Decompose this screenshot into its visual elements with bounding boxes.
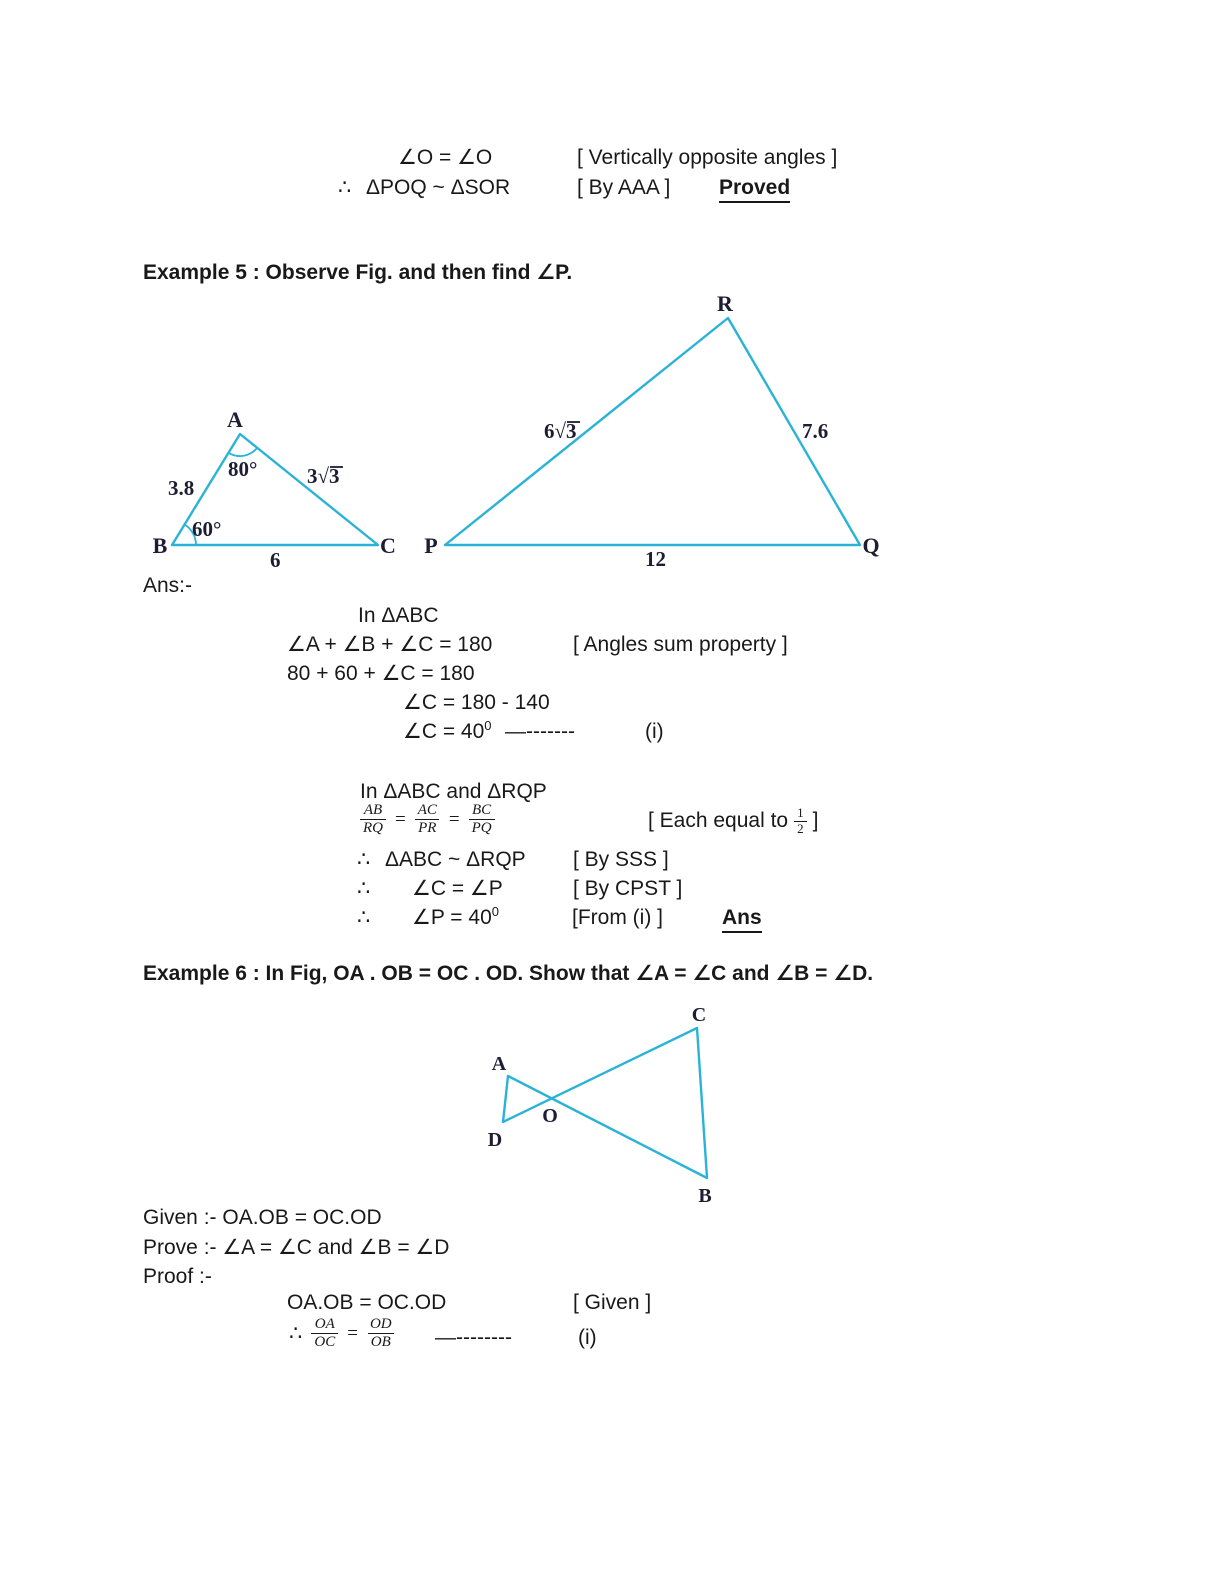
therefore-symbol: ∴ [357, 906, 371, 929]
dash-filler-1: —------- [505, 720, 575, 743]
intersection-label-o: O [542, 1105, 558, 1127]
therefore-symbol: ∴ [357, 848, 371, 871]
work-c-180-140: ∠C = 180 - 140 [403, 691, 550, 714]
fraction-ab-rq: $\frac{AB}{RQ}$ [360, 802, 386, 838]
work-in-abc-rqp: In ΔABC and ΔRQP [360, 780, 547, 803]
vertex-label-a: A [491, 1053, 507, 1075]
reason-each-equal-half: [ Each equal to $\frac{1}{2}$ ] [648, 805, 819, 836]
proof-label: Proof :- [143, 1265, 212, 1288]
work-c-40: ∠C = $40^0$ [403, 718, 492, 743]
given-statement: Given :- OA.OB = OC.OD [143, 1206, 382, 1229]
ratio-equation [360, 802, 495, 838]
work-in-abc: In ΔABC [358, 604, 439, 627]
reason-angle-sum: [ Angles sum property ] [573, 633, 788, 656]
side-bc-length: 6 [270, 548, 281, 572]
side-pq-length: 12 [645, 547, 666, 571]
example-5-heading: Example 5 : Observe Fig. and then find ∠P. [143, 261, 573, 284]
vertex-label-r: R [717, 291, 733, 316]
therefore-symbol: ∴ [289, 1321, 303, 1345]
work-angle-sum: ∠A + ∠B + ∠C = 180 [287, 633, 493, 656]
therefore-symbol: ∴ [357, 877, 371, 900]
equals-sign: = [448, 808, 460, 830]
example-6-heading: Example 6 : In Fig, OA . OB = OC . OD. Show that ∠A = ∠C and ∠B = ∠D. [143, 962, 874, 985]
reason-given: [ Given ] [573, 1291, 652, 1314]
angle-b-value: 60° [192, 517, 222, 541]
side-pr-length: 6√3 [544, 419, 577, 443]
fraction-ac-pr: $\frac{AC}{PR}$ [415, 802, 440, 838]
vertex-label-c: C [380, 533, 396, 558]
equals-sign: = [347, 1322, 358, 1344]
fraction-one-half: $\frac{1}{2}$ [794, 806, 807, 837]
work-abc-similar-rqp: ΔABC ~ ΔRQP [385, 848, 526, 871]
proof-oa-ob: OA.OB = OC.OD [287, 1291, 447, 1314]
vertex-label-d: D [487, 1129, 503, 1151]
side-ac-length: 3√3 [307, 464, 340, 488]
work-p-40: ∠P = $40^0$ [412, 904, 499, 929]
dash-filler-2: —-------- [435, 1326, 512, 1349]
ans-final-label: Ans [722, 906, 762, 933]
example-5-figure [140, 290, 900, 575]
angle-a-value: 80° [228, 457, 258, 481]
triangle-pqr [445, 318, 860, 545]
proof-ratio-equation [289, 1316, 395, 1352]
reason-by-sss: [ By SSS ] [573, 848, 669, 871]
side-ab-length: 3.8 [168, 476, 195, 500]
vertex-label-c: C [691, 1004, 707, 1026]
angle-arc-a [229, 448, 258, 456]
fraction-oa-oc: $\frac{OA}{OC}$ [311, 1316, 338, 1352]
equation-tag-i-2: (i) [578, 1326, 597, 1349]
reason-by-aaa: [ By AAA ] [577, 176, 671, 199]
side-rq-length: 7.6 [802, 419, 829, 443]
bowtie-triangles [503, 1028, 707, 1178]
ans-label: Ans:- [143, 574, 193, 597]
therefore-symbol: ∴ [338, 176, 352, 199]
example-6-figure [455, 1000, 725, 1215]
reason-from-i: [From (i) ] [572, 906, 663, 929]
fraction-bc-pq: $\frac{BC}{PQ}$ [469, 802, 495, 838]
eq-vertical-angles: ∠O = ∠O [398, 146, 493, 169]
equation-tag-i: (i) [645, 720, 664, 743]
equals-sign: = [395, 808, 406, 830]
fraction-od-ob: $\frac{OD}{OB}$ [367, 1316, 395, 1352]
eq-poq-similar-sor: ΔPOQ ~ ΔSOR [366, 176, 511, 199]
vertex-label-q: Q [862, 533, 880, 558]
reason-by-cpst: [ By CPST ] [573, 877, 683, 900]
work-c-equals-p: ∠C = ∠P [412, 877, 503, 900]
work-80-60: 80 + 60 + ∠C = 180 [287, 662, 475, 685]
vertex-label-b: B [152, 533, 168, 558]
proved-label: Proved [719, 176, 790, 203]
prove-statement: Prove :- ∠A = ∠C and ∠B = ∠D [143, 1236, 450, 1259]
reason-vertically-opposite: [ Vertically opposite angles ] [577, 146, 838, 169]
vertex-label-a: A [227, 407, 243, 432]
vertex-label-b: B [698, 1185, 712, 1207]
vertex-label-p: P [424, 533, 438, 558]
